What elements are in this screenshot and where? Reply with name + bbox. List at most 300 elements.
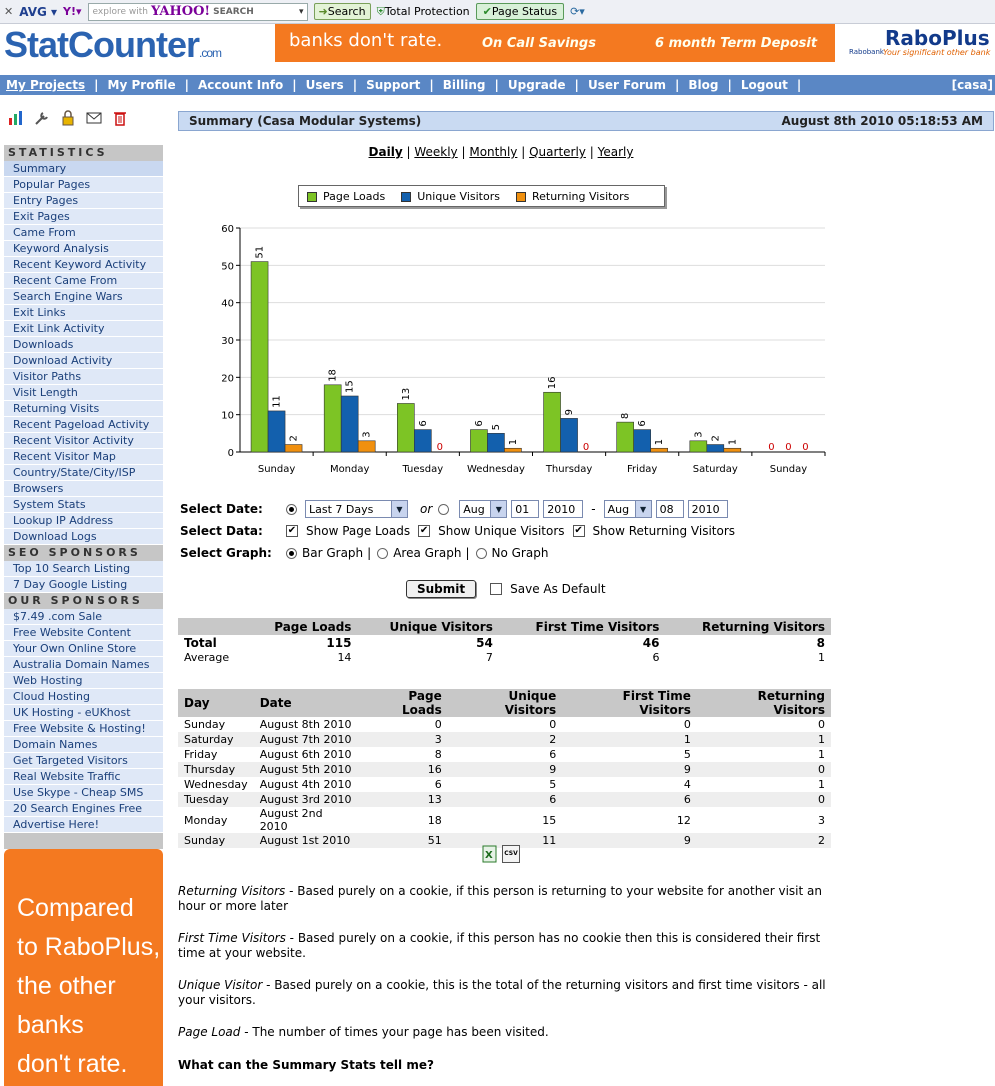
sidebar-item-recent-keyword-activity[interactable]: Recent Keyword Activity (4, 257, 163, 273)
sponsor-item-free-website-hosting[interactable]: Free Website & Hosting! (4, 721, 163, 737)
data-label: 6 (417, 420, 429, 427)
tab-monthly[interactable]: Monthly (469, 145, 518, 159)
from-day-input[interactable]: 01 (511, 500, 539, 518)
bar-unique-visitors (707, 445, 724, 452)
table-row (178, 777, 831, 792)
summary-question-heading: What can the Summary Stats tell me? (178, 1058, 434, 1072)
totals-average-row (178, 650, 831, 665)
sidebar-item-country-state-city-isp[interactable]: Country/State/City/ISP (4, 465, 163, 481)
nav-account-info[interactable]: Account Info (197, 78, 284, 92)
page-loads-checkbox[interactable]: ✔ (287, 525, 297, 536)
chevron-down-icon: ▼ (391, 501, 407, 517)
legend-swatch (401, 192, 411, 202)
daily-header-cell: Day (178, 689, 254, 717)
sponsor-item-domain-names[interactable]: Domain Names (4, 737, 163, 753)
legend-swatch (307, 192, 317, 202)
seo-sponsors-list (4, 561, 163, 593)
table-cell: 11 (542, 834, 557, 847)
y-tick-label: 0 (227, 448, 234, 459)
range-dash: - (591, 502, 596, 516)
yahoo-search-word: SEARCH (213, 6, 254, 17)
bar-unique-visitors (268, 411, 285, 452)
rabobank-label: Rabobank (849, 48, 884, 56)
from-month-select[interactable] (459, 500, 507, 518)
save-default-checkbox[interactable] (490, 583, 502, 595)
table-cell: Friday (184, 748, 218, 761)
csv-icon[interactable] (502, 845, 520, 863)
avg-label: AVG (19, 4, 47, 19)
y-tick-label: 10 (221, 410, 234, 422)
table-row (178, 732, 831, 747)
bar-page-loads (617, 422, 634, 452)
sponsor-item-free-website-content[interactable]: Free Website Content (4, 625, 163, 641)
table-cell: 51 (427, 834, 442, 847)
table-cell: 0 (434, 718, 442, 731)
table-cell: 0 (818, 763, 825, 776)
y-tick-label: 60 (221, 224, 234, 235)
page-loads-checkbox-label: Show Page Loads (306, 524, 411, 538)
sidebar-item-exit-link-activity[interactable]: Exit Link Activity (4, 321, 163, 337)
nav-support[interactable]: Support (366, 78, 421, 92)
delete-icon[interactable] (112, 110, 128, 126)
table-cell: 0 (818, 718, 825, 731)
sidebar-item-download-activity[interactable]: Download Activity (4, 353, 163, 369)
sidebar-item-visitor-paths[interactable]: Visitor Paths (4, 369, 163, 385)
table-cell: August 3rd 2010 (259, 793, 352, 806)
area-graph-radio[interactable] (377, 548, 388, 559)
data-label: 8 (620, 412, 632, 420)
x-tick-label: Friday (627, 464, 658, 475)
sidebar-item-recent-visitor-activity[interactable]: Recent Visitor Activity (4, 433, 163, 449)
note-text: - Based purely on a cookie, this is the total of the returning visitors and first time visitors - all your visitors. (178, 978, 826, 1007)
bar-unique-visitors (561, 418, 578, 452)
table-cell: 13 (427, 793, 442, 806)
promo-line: don't rate. (17, 1050, 128, 1078)
sidebar-footer (4, 833, 163, 849)
yahoo-search-input[interactable] (88, 3, 308, 21)
unique-visitors-checkbox[interactable]: ✔ (419, 525, 429, 536)
sidebar-item-recent-visitor-map[interactable]: Recent Visitor Map (4, 449, 163, 465)
page-title: Summary (Casa Modular Systems) (189, 114, 422, 128)
lock-icon[interactable] (60, 110, 76, 126)
table-cell: Saturday (184, 733, 234, 746)
sidebar-item-popular-pages[interactable]: Popular Pages (4, 177, 163, 193)
avg-logo[interactable]: AVG ▾ (19, 4, 58, 19)
note-term: Unique Visitor (178, 978, 263, 992)
sidebar-item-lookup-ip-address[interactable]: Lookup IP Address (4, 513, 163, 529)
nav-billing[interactable]: Billing (442, 78, 486, 92)
sponsor-item-uk-hosting-eukhost[interactable]: UK Hosting - eUKhost (4, 705, 163, 721)
sponsor-item-real-website-traffic[interactable]: Real Website Traffic (4, 769, 163, 785)
sponsor-item-use-skype-cheap-sms[interactable]: Use Skype - Cheap SMS (4, 785, 163, 801)
totals-cell: 46 (642, 635, 660, 650)
table-cell: August 5th 2010 (259, 763, 352, 776)
y-tick-label: 50 (221, 261, 234, 273)
nav-user[interactable]: [casa] (951, 78, 993, 92)
refresh-icon[interactable]: ⟳▾ (570, 5, 585, 18)
note-unique-visitor (178, 978, 828, 1008)
table-row (178, 747, 831, 762)
logo-text: StatCounter (4, 24, 199, 65)
data-label: 2 (288, 435, 300, 442)
table-cell: 0 (683, 718, 691, 731)
data-label: 9 (564, 409, 576, 416)
chart-icon[interactable] (8, 110, 24, 126)
sidebar-item-keyword-analysis[interactable]: Keyword Analysis (4, 241, 163, 257)
custom-range-radio[interactable] (438, 504, 449, 515)
promo-line: Compared (17, 894, 134, 922)
to-day-input[interactable]: 08 (656, 500, 684, 518)
table-cell: 1 (818, 748, 825, 761)
bar-page-loads (690, 441, 707, 452)
to-month-value: Aug (607, 502, 630, 516)
bar-returning-visitors (651, 448, 668, 452)
note-term: Returning Visitors (178, 884, 286, 898)
table-cell: 5 (549, 778, 557, 791)
sponsor-item-australia-domain-names[interactable]: Australia Domain Names (4, 657, 163, 673)
legend-returning-visitors (516, 190, 629, 203)
close-icon[interactable]: ✕ (4, 5, 14, 18)
totals-cell: 115 (326, 635, 352, 650)
note-term: Page Load (178, 1025, 241, 1039)
data-label: 1 (727, 438, 739, 446)
yahoo-dropdown-icon[interactable]: Y!▾ (63, 5, 82, 18)
table-cell: 0 (549, 718, 557, 731)
table-cell: 18 (427, 813, 442, 827)
submit-button[interactable]: Submit (406, 580, 476, 598)
totals-header-row (178, 618, 831, 635)
csv-label: CSV (504, 850, 518, 857)
sidebar-item-entry-pages[interactable]: Entry Pages (4, 193, 163, 209)
nav-my-projects[interactable]: My Projects (6, 78, 86, 92)
totals-header-cell (178, 618, 248, 635)
page-status-button[interactable] (476, 3, 564, 20)
area-graph-label: Area Graph (393, 546, 462, 560)
table-cell: 0 (818, 793, 825, 806)
table-row (178, 762, 831, 777)
table-cell: 3 (434, 733, 442, 746)
table-cell: 1 (683, 733, 691, 746)
submit-row (406, 580, 606, 598)
tab-yearly[interactable]: Yearly (597, 145, 634, 159)
sidebar-item-search-engine-wars[interactable]: Search Engine Wars (4, 289, 163, 305)
tab-daily[interactable]: Daily (368, 145, 403, 159)
nav-separator: | (94, 78, 99, 92)
table-cell: 6 (683, 793, 691, 806)
data-label: 1 (654, 438, 666, 446)
x-tick-label: Tuesday (402, 464, 444, 475)
table-cell: 1 (818, 778, 825, 791)
nav-separator: | (494, 78, 499, 92)
sidebar-item-came-from[interactable]: Came From (4, 225, 163, 241)
bar-unique-visitors (487, 433, 504, 452)
range-radio[interactable] (286, 504, 297, 515)
sidebar-item-system-stats[interactable]: System Stats (4, 497, 163, 513)
svg-text:X: X (485, 850, 493, 861)
save-default-label: Save As Default (510, 582, 606, 596)
nav-separator: | (429, 78, 434, 92)
separator: | (461, 145, 466, 159)
bar-unique-visitors (634, 430, 651, 452)
bar-unique-visitors (341, 396, 358, 452)
bar-graph-radio[interactable] (286, 548, 297, 559)
sidebar-item-exit-pages[interactable]: Exit Pages (4, 209, 163, 225)
sidebar-item-browsers[interactable]: Browsers (4, 481, 163, 497)
legend-swatch (516, 192, 526, 202)
range-select[interactable] (305, 500, 408, 518)
sidebar-item-exit-links[interactable]: Exit Links (4, 305, 163, 321)
totals-cell: Total (184, 635, 217, 650)
x-tick-label: Sunday (257, 464, 296, 475)
nav-separator: | (727, 78, 732, 92)
period-tabs (178, 145, 824, 159)
y-tick-label: 20 (221, 373, 234, 385)
table-cell: August 8th 2010 (259, 718, 352, 731)
sponsor-item-cloud-hosting[interactable]: Cloud Hosting (4, 689, 163, 705)
sponsor-item-7-49-com-sale[interactable]: $7.49 .com Sale (4, 609, 163, 625)
to-month-select[interactable] (604, 500, 652, 518)
separator: | (406, 145, 411, 159)
page-status-label: Page Status (491, 5, 558, 18)
nav-separator: | (796, 78, 802, 92)
nav-separator: | (674, 78, 680, 92)
data-label: 1 (507, 438, 519, 446)
sponsor-item-get-targeted-visitors[interactable]: Get Targeted Visitors (4, 753, 163, 769)
arrow-icon: ➜ (318, 5, 328, 18)
from-year-input[interactable]: 2010 (543, 500, 583, 518)
raboplus-promo[interactable] (4, 849, 163, 1086)
raboplus-ad[interactable] (845, 24, 995, 62)
nav-separator: | (184, 78, 189, 92)
sidebar-item-downloads[interactable]: Downloads (4, 337, 163, 353)
data-label: 11 (271, 395, 283, 408)
legend-label: Page Loads (323, 189, 386, 203)
to-year-input[interactable]: 2010 (688, 500, 728, 518)
nav-upgrade[interactable]: Upgrade (507, 78, 566, 92)
select-data-row (180, 524, 735, 538)
table-row (178, 792, 831, 807)
x-tick-label: Monday (329, 464, 370, 475)
nav-separator: | (292, 78, 297, 92)
select-data-label: Select Data: (180, 524, 263, 538)
data-label: 0 (785, 442, 792, 453)
chevron-down-icon: ▼ (635, 501, 651, 517)
seo-item-7-day-google-listing[interactable]: 7 Day Google Listing (4, 577, 163, 593)
table-cell: 4 (683, 778, 691, 791)
rabo-tagline: Your significant other bank (883, 48, 991, 57)
rabo-brand: RaboPlus (885, 26, 990, 50)
bar-returning-visitors (358, 441, 375, 452)
table-cell: August 1st 2010 (259, 834, 351, 847)
statistics-list (4, 161, 163, 545)
table-cell: Wednesday (184, 778, 248, 791)
returning-visitors-checkbox-label: Show Returning Visitors (592, 524, 736, 538)
sidebar-item-download-logs[interactable]: Download Logs (4, 529, 163, 545)
bar-page-loads (324, 385, 341, 452)
table-cell: 6 (549, 793, 557, 806)
bar-unique-visitors (414, 430, 431, 452)
nav-logout[interactable]: Logout (740, 78, 788, 92)
bar-page-loads (397, 403, 414, 452)
totals-total-row (178, 635, 831, 650)
x-tick-label: Thursday (545, 464, 593, 475)
daily-header-cell: Date (254, 689, 359, 717)
statistics-heading: STATISTICS (4, 145, 163, 161)
daily-table-body (178, 717, 831, 848)
our-sponsors-heading: OUR SPONSORS (4, 593, 163, 609)
chevron-down-icon[interactable]: ▾ (299, 6, 304, 17)
data-label: 0 (802, 442, 809, 453)
table-cell: August 2nd 2010 (259, 807, 323, 833)
nav-separator: | (574, 78, 579, 92)
y-tick-label: 30 (221, 336, 234, 347)
yahoo-brand: YAHOO! (150, 4, 211, 19)
legend-page-loads (307, 190, 385, 203)
data-label: 18 (327, 369, 339, 382)
excel-icon[interactable] (482, 845, 498, 866)
totals-header-cell: First Time Visitors (499, 618, 666, 635)
yahoo-hint: explore with (92, 6, 148, 17)
bar-returning-visitors (504, 448, 521, 452)
table-cell: August 4th 2010 (259, 778, 352, 791)
main-nav (0, 75, 995, 95)
note-returning-visitors (178, 884, 828, 914)
nav-blog[interactable]: Blog (688, 78, 719, 92)
note-term: First Time Visitors (178, 931, 286, 945)
table-cell: 2 (549, 733, 557, 746)
total-protection-button[interactable] (377, 5, 470, 19)
data-label: 6 (473, 420, 485, 427)
timestamp: August 8th 2010 05:18:53 AM (781, 114, 983, 128)
data-label: 51 (254, 245, 266, 259)
lock-icon: ⛨ (376, 4, 385, 18)
banner-offer-1: On Call Savings (482, 36, 596, 51)
legend-label: Unique Visitors (417, 189, 500, 203)
mail-icon[interactable] (86, 110, 102, 126)
total-protection-label: Total Protection (384, 5, 470, 18)
banner-text: banks don't rate. (289, 30, 443, 51)
sponsor-item-web-hosting[interactable]: Web Hosting (4, 673, 163, 689)
nav-users[interactable]: Users (305, 78, 344, 92)
table-cell: 5 (683, 748, 691, 761)
returning-visitors-checkbox[interactable]: ✔ (574, 525, 583, 536)
sidebar-item-visit-length[interactable]: Visit Length (4, 385, 163, 401)
daily-header-cell: First Time Visitors (562, 689, 697, 717)
note-text: - Based purely on a cookie, if this person has no cookie then this is considered their first time at your website. (178, 931, 821, 960)
x-tick-label: Saturday (692, 464, 738, 475)
data-label: 3 (361, 431, 373, 438)
table-row (178, 807, 831, 833)
banner-ad[interactable] (275, 24, 835, 62)
sidebar-item-returning-visits[interactable]: Returning Visits (4, 401, 163, 417)
table-cell: 12 (676, 813, 691, 827)
promo-line: to RaboPlus, (17, 933, 161, 961)
tab-quarterly[interactable]: Quarterly (529, 145, 586, 159)
totals-cell: 7 (485, 651, 493, 664)
from-month-value: Aug (463, 502, 485, 516)
select-date-row (180, 500, 728, 518)
table-cell: 6 (549, 748, 557, 761)
separator: | (465, 546, 470, 560)
separator: | (521, 145, 526, 159)
nav-my-profile[interactable]: My Profile (107, 78, 176, 92)
totals-table (178, 618, 831, 665)
check-icon: ✔ (482, 5, 492, 18)
bar-page-loads (251, 262, 268, 452)
sponsor-item-your-own-online-store[interactable]: Your Own Online Store (4, 641, 163, 657)
browser-toolbar (0, 0, 995, 24)
table-cell: August 7th 2010 (259, 733, 352, 746)
table-cell: 8 (434, 748, 442, 761)
tab-weekly[interactable]: Weekly (414, 145, 458, 159)
settings-icon[interactable] (34, 110, 50, 126)
totals-cell: 14 (337, 651, 352, 664)
select-graph-label: Select Graph: (180, 546, 272, 560)
table-cell: Monday (184, 813, 228, 827)
data-label: 15 (344, 380, 356, 393)
note-text: - The number of times your page has been visited. (240, 1025, 549, 1039)
legend-unique-visitors (401, 190, 500, 203)
unique-visitors-checkbox-label: Show Unique Visitors (438, 524, 565, 538)
totals-cell: 54 (476, 635, 493, 650)
search-button[interactable] (314, 3, 371, 20)
daily-header-cell: Returning Visitors (697, 689, 831, 717)
or-label: or (420, 502, 433, 516)
table-cell: August 6th 2010 (259, 748, 352, 761)
table-cell: 6 (434, 778, 442, 791)
totals-header-cell: Page Loads (248, 618, 357, 635)
select-date-label: Select Date: (180, 502, 263, 516)
nav-separator: | (352, 78, 358, 92)
nav-user-forum[interactable]: User Forum (587, 78, 666, 92)
separator: | (589, 145, 594, 159)
sidebar (4, 145, 163, 849)
data-label: 16 (547, 376, 559, 390)
table-cell: 3 (818, 813, 825, 827)
table-cell: 9 (549, 763, 557, 776)
data-label: 0 (436, 442, 443, 453)
note-first-time-visitors (178, 931, 828, 961)
sponsor-item-20-search-engines-free[interactable]: 20 Search Engines Free (4, 801, 163, 817)
sidebar-item-recent-pageload-activity[interactable]: Recent Pageload Activity (4, 417, 163, 433)
logo-suffix: .com (199, 46, 222, 60)
table-cell: 9 (683, 763, 691, 776)
bar-page-loads (544, 392, 561, 452)
daily-header-row (178, 689, 831, 717)
separator: | (367, 546, 372, 560)
promo-line: banks (17, 1011, 84, 1039)
no-graph-radio[interactable] (476, 548, 487, 559)
data-label: 0 (582, 442, 590, 453)
our-sponsors-list (4, 609, 163, 833)
banner-offer-2: 6 month Term Deposit (655, 36, 818, 51)
seo-item-top-10-search-listing[interactable]: Top 10 Search Listing (4, 561, 163, 577)
table-cell: 15 (542, 813, 557, 827)
data-label: 0 (768, 442, 775, 453)
bar-page-loads (470, 430, 487, 452)
sponsor-item-advertise-here[interactable]: Advertise Here! (4, 817, 163, 833)
legend-label: Returning Visitors (531, 189, 630, 203)
totals-cell: Average (184, 651, 230, 664)
search-label: Search (327, 5, 366, 18)
promo-line: the other (17, 972, 116, 1000)
sidebar-item-summary[interactable]: Summary (4, 161, 163, 177)
statcounter-logo[interactable] (4, 24, 221, 66)
daily-header-cell: Page Loads (359, 689, 448, 717)
sidebar-item-recent-came-from[interactable]: Recent Came From (4, 273, 163, 289)
totals-header-cell: Returning Visitors (665, 618, 831, 635)
data-label: 5 (490, 423, 502, 431)
